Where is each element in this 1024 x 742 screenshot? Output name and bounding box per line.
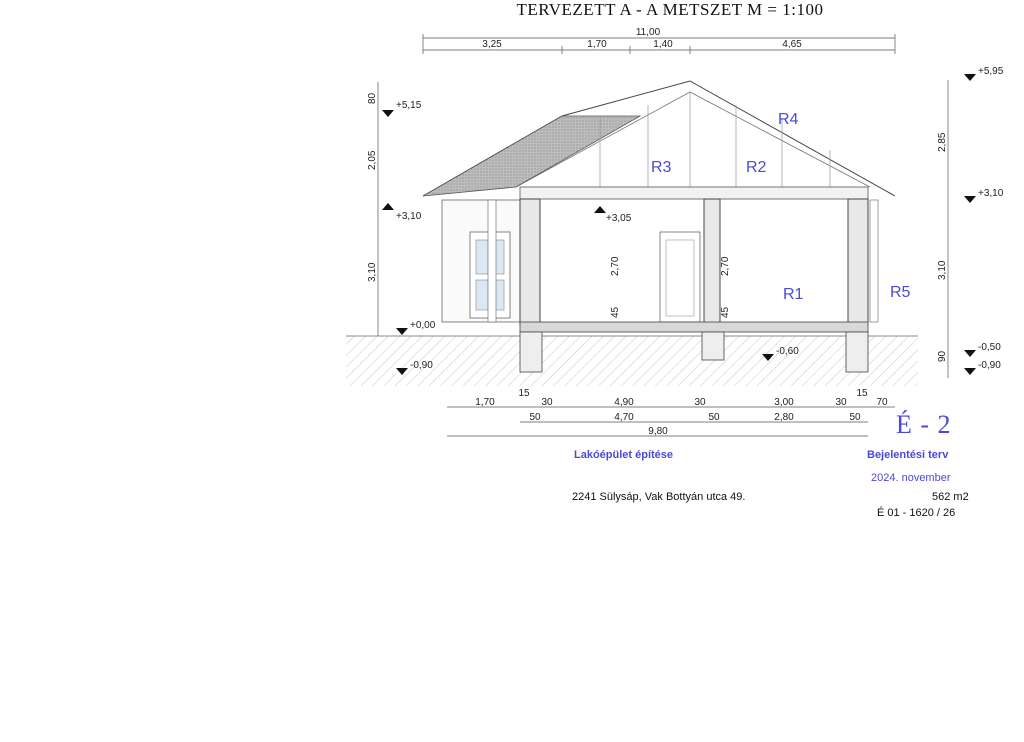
sheet-number: É - 2 [896,410,952,439]
inner-dim-3: 2,70 [720,256,731,276]
inner-dim-2: 45 [610,306,621,318]
bottom-dim-1: 1,70 [475,397,495,408]
top-dim-seg-3: 1,40 [653,39,673,50]
bottom-dim-5: 30 [694,397,706,408]
level-right-top: +5,95 [978,66,1004,77]
room-label-r5: R5 [890,284,911,301]
area: 562 m2 [932,491,969,503]
plan-date: 2024. november [871,472,951,484]
gutter-left [488,200,496,322]
bottom-dim-7: 30 [835,397,847,408]
foundation-mid [702,332,724,360]
bottom-dim-2: 15 [518,388,530,399]
level-marker-right-mid [964,350,976,357]
room-label-r3: R3 [651,159,672,176]
left-roof-slope [423,116,640,196]
level-left-eave: +3,10 [396,211,422,222]
porch-door-glass-left [476,240,488,274]
level-marker-ground [396,328,408,335]
bottom-dim-row2-1: 50 [529,412,541,423]
bottom-dim-6: 3,00 [774,397,794,408]
right-dim-2: 3,10 [937,260,948,280]
inner-dim-4: 45 [720,306,731,318]
level-left-top: +5,15 [396,100,422,111]
porch-door-glass-left-low [476,280,488,310]
project-title: Lakóépület építése [574,449,674,461]
level-marker-right-eave [964,196,976,203]
bottom-dim-row2-2: 4,70 [614,412,634,423]
left-wall [520,199,540,325]
bottom-dim-row2-5: 50 [849,412,861,423]
top-dim-overall: 11,00 [635,27,661,38]
floor-slab [520,322,868,332]
level-mid: -0,60 [776,346,799,357]
bottom-dim-4: 4,90 [614,397,634,408]
bottom-dim-row2-3: 50 [708,412,720,423]
room-label-r4: R4 [778,111,799,128]
mid-wall [704,199,720,325]
level-right-bottom: -0,90 [978,360,1001,371]
top-dim-seg-1: 3,25 [482,39,502,50]
truss-lines [600,92,830,190]
level-marker-right-bottom [964,368,976,375]
bottom-dim-row2-4: 2,80 [774,412,794,423]
left-dim-1: 80 [367,92,378,104]
left-dim-2: 2,05 [367,150,378,170]
level-left-bottom: -0,90 [410,360,433,371]
level-marker-right-top [964,74,976,81]
right-dim-3: 90 [937,350,948,362]
level-marker-left-top [382,110,394,117]
reference-number: É 01 - 1620 / 26 [877,507,956,519]
bottom-dim-8: 15 [856,388,868,399]
room-label-r1: R1 [783,286,804,303]
gutter-right [870,200,878,322]
level-right-eave: +3,10 [978,188,1004,199]
level-ground: +0,00 [410,320,436,331]
level-marker-left-eave [382,203,394,210]
level-right-mid: -0,50 [978,342,1001,353]
bottom-dim-9: 70 [876,397,888,408]
drawing-title: TERVEZETT A - A METSZET M = 1:100 [516,0,824,19]
level-ceiling: +3,05 [606,213,632,224]
address: 2241 Sülysáp, Vak Bottyán utca 49. [572,491,746,503]
ceiling-slab [520,187,868,199]
foundation-left [520,332,542,372]
inner-dim-1: 2,70 [610,256,621,276]
bottom-dim-3: 30 [541,397,553,408]
top-dim-seg-2: 1,70 [587,39,607,50]
foundation-right [846,332,868,372]
top-dim-seg-4: 4,65 [782,39,802,50]
plan-type: Bejelentési terv [867,449,949,461]
bottom-dim-overall: 9,80 [648,426,668,437]
left-dim-3: 3,10 [367,262,378,282]
right-wall [848,199,868,325]
room-label-r2: R2 [746,159,767,176]
right-dim-1: 2,85 [937,132,948,152]
level-marker-ceiling [594,206,606,213]
